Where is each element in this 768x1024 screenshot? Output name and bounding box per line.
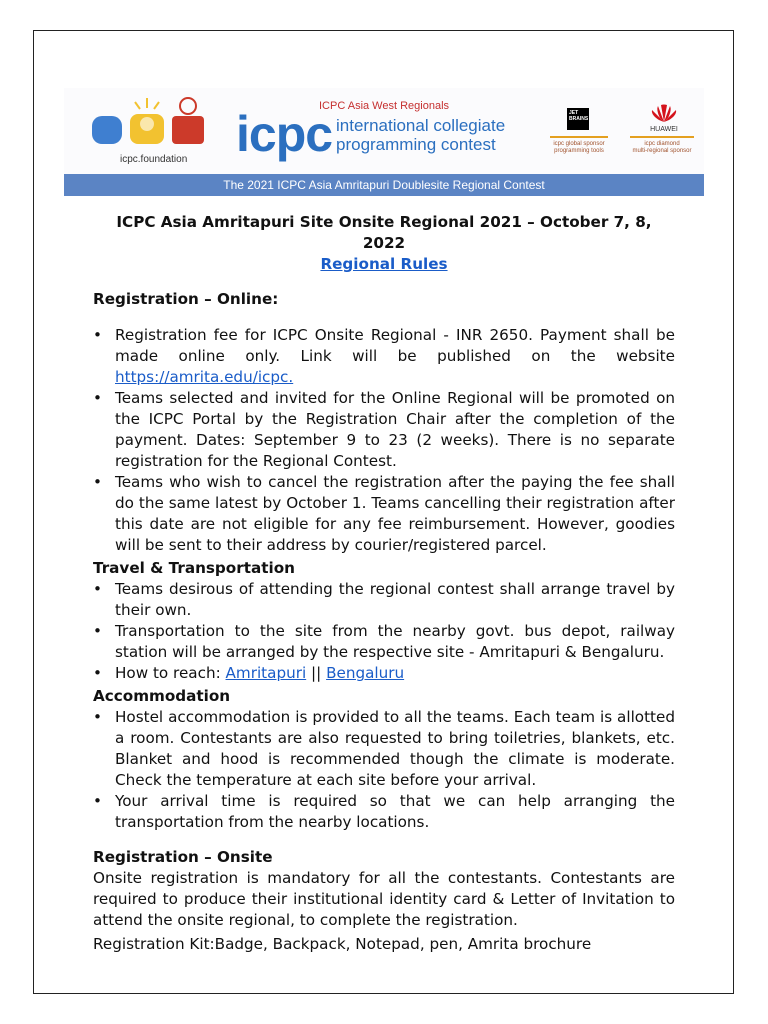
header-banner	[64, 88, 704, 196]
banner-strip: The 2021 ICPC Asia Amritapuri Doublesite Regional Contest	[64, 174, 704, 196]
region-title: ICPC Asia West Regionals	[319, 100, 450, 112]
icpc-subtitle	[336, 116, 505, 154]
document-title: ICPC Asia Amritapuri Site Onsite Regional 2021 – October 7, 8, 2022	[116, 213, 652, 252]
registration-online-heading: Registration – Online:	[93, 290, 279, 308]
how-to-reach-label: How to reach:	[115, 664, 226, 682]
list-item: • Transportation to the site from the nearby govt. bus depot, railway station will be arranged by the respective site - Amritapuri & Bengaluru.	[93, 621, 675, 663]
list-item-text: Registration fee for ICPC Onsite Regional - INR 2650. Payment shall be made online only. Link will be published on the website	[115, 326, 675, 365]
list-item	[93, 663, 675, 684]
link-separator: ||	[306, 664, 327, 682]
registration-kit-text: Registration Kit:Badge, Backpack, Notepad, pen, Amrita brochure	[93, 935, 592, 953]
icpc-foundation-logo-icon	[90, 96, 210, 152]
subtitle-line1: international collegiate	[336, 116, 506, 135]
onsite-paragraph: Onsite registration is mandatory for all the contestants. Contestants are required to produce their institutional identity card & Letter of Invitation to attend the onsite regional, to complete the registration.	[93, 869, 675, 929]
list-item: • Your arrival time is required so that we can help arranging the transportation from the nearby locations.	[93, 791, 675, 833]
huawei-caption-line2: multi-regional sponsor	[632, 148, 692, 154]
registration-online-list	[93, 325, 675, 556]
jetbrains-caption-line1: icpc global sponsor	[553, 141, 605, 147]
amritapuri-link[interactable]: Amritapuri	[225, 664, 307, 682]
jetbrains-divider	[550, 136, 608, 138]
jetbrains-caption-line2: programming tools	[554, 148, 604, 154]
regional-rules-link[interactable]: Regional Rules	[320, 255, 448, 273]
document-body	[93, 212, 675, 955]
list-item: • Teams selected and invited for the Online Regional will be promoted on the ICPC Portal by the Registration Chair after the completion of the payment. Dates: September 9 to 23 (2 weeks). There is no separate registration for the Regional Contest.	[93, 388, 675, 472]
jetbrains-line2: BRAINS	[569, 116, 589, 122]
list-item: • Teams desirous of attending the regional contest shall arrange travel by their own.	[93, 579, 675, 621]
icpc-wordmark: icpc	[236, 106, 333, 162]
accommodation-list	[93, 707, 675, 833]
list-item: • Teams who wish to cancel the registration after the paying the fee shall do the same latest by October 1. Teams cancelling their registration after this date are not eligible for any fee reimbursement. However, goodies will be sent to their address by courier/registered parcel.	[93, 472, 675, 556]
list-item: • Hostel accommodation is provided to all the teams. Each team is allotted a room. Contestants are also requested to bring toiletries, blankets, etc. Blanket and hood is recommended though the climate is moderate. Check the temperature at each site before your arrival.	[93, 707, 675, 791]
subtitle-line2: programming contest	[336, 135, 496, 154]
huawei-caption-line1: icpc diamond	[644, 141, 680, 147]
huawei-label: HUAWEI	[650, 126, 678, 133]
accommodation-heading: Accommodation	[93, 687, 231, 705]
huawei-caption	[626, 141, 698, 155]
foundation-label: icpc.foundation	[120, 154, 188, 165]
travel-list	[93, 579, 675, 684]
huawei-divider	[630, 136, 694, 138]
bengaluru-link[interactable]: Bengaluru	[326, 664, 405, 682]
huawei-logo-icon	[650, 104, 678, 124]
amrita-icpc-link[interactable]: https://amrita.edu/icpc.	[115, 368, 294, 386]
registration-onsite-heading: Registration – Onsite	[93, 848, 273, 866]
jetbrains-caption	[548, 141, 610, 155]
travel-heading: Travel & Transportation	[93, 559, 295, 577]
jetbrains-logo-icon	[567, 108, 589, 130]
list-item	[93, 325, 675, 388]
jetbrains-line1: JET	[569, 110, 579, 116]
